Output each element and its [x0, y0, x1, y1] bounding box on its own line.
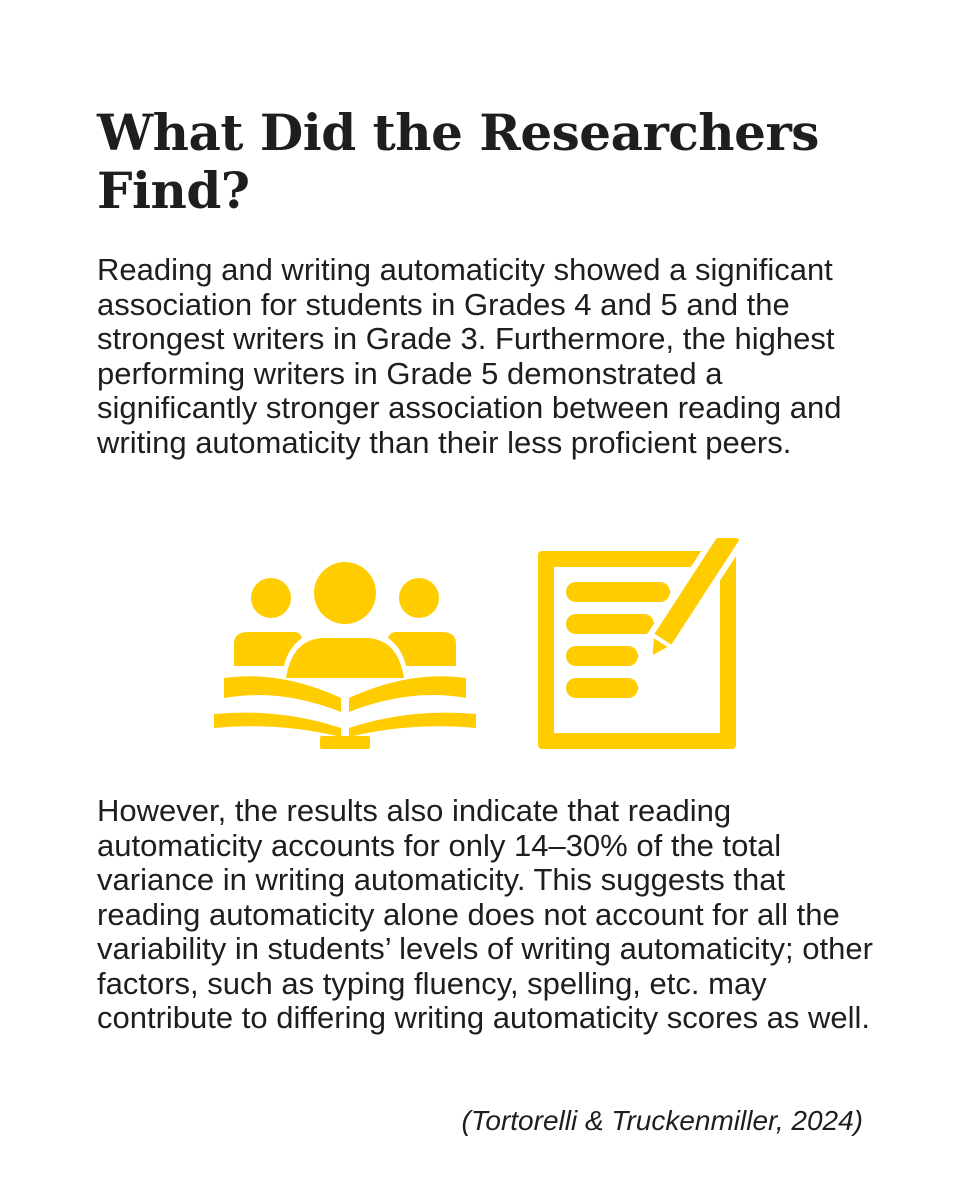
limitations-paragraph: However, the results also indicate that reading automaticity accounts for only 14–30% of the total variance in writing automaticity. This suggests that reading automaticity alone does not account for all the variability in students’ levels of writing automaticity; other factors, such as typing fluency, spelling, etc. may contribute to differing writing automaticity scores as well.: [97, 793, 873, 1035]
illustration-row: [210, 538, 750, 753]
writing-document-pencil-icon: [538, 538, 750, 749]
illustration-svg: [210, 538, 750, 753]
citation: (Tortorelli & Truckenmiller, 2024): [461, 1105, 863, 1136]
group-reading-book-icon: [214, 562, 476, 749]
page-title: What Did the Researchers Find?: [97, 103, 819, 220]
findings-paragraph: Reading and writing automaticity showed a significant association for students in Grades 4 and 5 and the strongest writers in Grade 3. Furthermore, the highest performing writers in Grade 5 demonstrated a significantly stronger association between reading and writing automaticity than their less proficient peers.: [97, 252, 842, 460]
